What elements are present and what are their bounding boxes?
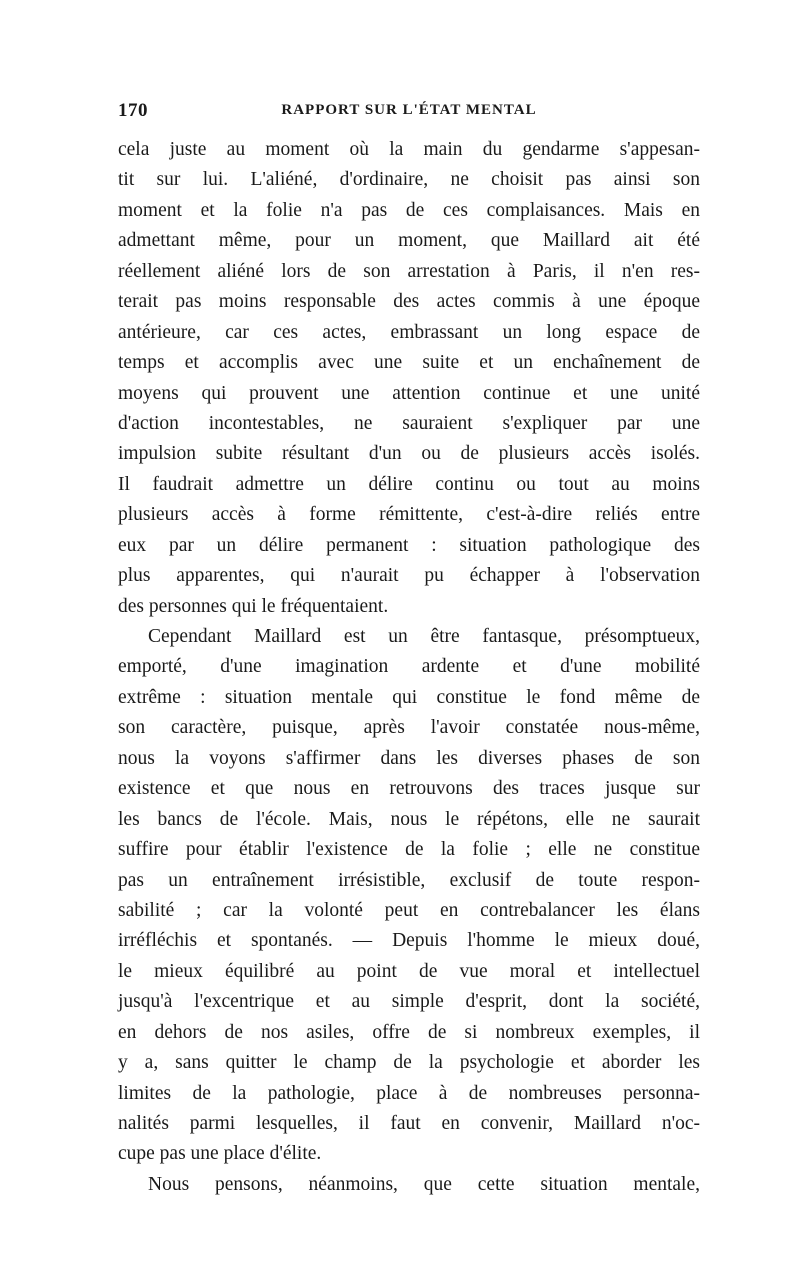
text-line: en dehors de nos asiles, offre de si nombreux exemples, il <box>118 1021 700 1043</box>
text-line: plusieurs accès à forme rémittente, c'est-à-dire reliés entre <box>118 504 700 526</box>
text-line: jusqu'à l'excentrique et au simple d'esprit, dont la société, <box>118 991 700 1013</box>
text-line: nalités parmi lesquelles, il faut en convenir, Maillard n'oc- <box>118 1113 700 1134</box>
text-line: son caractère, puisque, après l'avoir constatée nous-même, <box>118 717 700 739</box>
text-line: y a, sans quitter le champ de la psychologie et aborder les <box>118 1052 700 1074</box>
text-line: temps et accomplis avec une suite et un enchaînement de <box>118 352 700 374</box>
text-line: tit sur lui. L'aliéné, d'ordinaire, ne choisit pas ainsi son <box>118 169 700 191</box>
text-line: cupe pas une place d'élite. <box>118 1143 322 1165</box>
text-line: Il faudrait admettre un délire continu ou tout au moins <box>118 473 700 495</box>
page-number: 170 <box>118 100 148 121</box>
body-text <box>118 135 700 1200</box>
text-line: suffire pour établir l'existence de la folie ; elle ne constitue <box>118 839 700 861</box>
text-line: réellement aliéné lors de son arrestation à Paris, il n'en res- <box>118 260 700 282</box>
text-line: admettant même, pour un moment, que Maillard ait été <box>118 230 700 252</box>
text-line: sabilité ; car la volonté peut en contrebalancer les élans <box>118 899 700 921</box>
text-line: antérieure, car ces actes, embrassant un long espace de <box>118 321 700 343</box>
text-line: existence et que nous en retrouvons des traces jusque sur <box>118 778 700 800</box>
text-line: terait pas moins responsable des actes commis à une époque <box>118 291 700 313</box>
text-line: le mieux équilibré au point de vue moral et intellectuel <box>118 960 700 982</box>
text-line: cela juste au moment où la main du gendarme s'appesan- <box>118 139 700 160</box>
text-line: impulsion subite résultant d'un ou de plusieurs accès isolés. <box>118 443 700 465</box>
text-line: Cependant Maillard est un être fantasque, présomptueux, <box>148 626 700 647</box>
running-head: RAPPORT SUR L'ÉTAT MENTAL <box>281 102 537 118</box>
text-line: extrême : situation mentale qui constitue le fond même de <box>118 686 700 708</box>
text-line: irréfléchis et spontanés. — Depuis l'homme le mieux doué, <box>118 930 700 952</box>
text-line: pas un entraînement irrésistible, exclusif de toute respon- <box>118 869 700 891</box>
text-line: nous la voyons s'affirmer dans les diverses phases de son <box>118 747 700 769</box>
text-line: eux par un délire permanent : situation pathologique des <box>118 534 700 556</box>
text-line: d'action incontestables, ne sauraient s'expliquer par une <box>118 412 700 434</box>
text-line: les bancs de l'école. Mais, nous le répétons, elle ne saurait <box>118 808 700 830</box>
text-line: moment et la folie n'a pas de ces complaisances. Mais en <box>118 199 700 221</box>
text-line: emporté, d'une imagination ardente et d'une mobilité <box>118 656 700 678</box>
text-line: limites de la pathologie, place à de nombreuses personna- <box>118 1082 700 1104</box>
text-line: plus apparentes, qui n'aurait pu échapper à l'observation <box>118 565 700 587</box>
text-line: Nous pensons, néanmoins, que cette situation mentale, <box>148 1173 700 1195</box>
text-line: des personnes qui le fréquentaient. <box>118 595 389 617</box>
page-header <box>118 100 700 126</box>
text-line: moyens qui prouvent une attention continue et une unité <box>118 382 700 404</box>
